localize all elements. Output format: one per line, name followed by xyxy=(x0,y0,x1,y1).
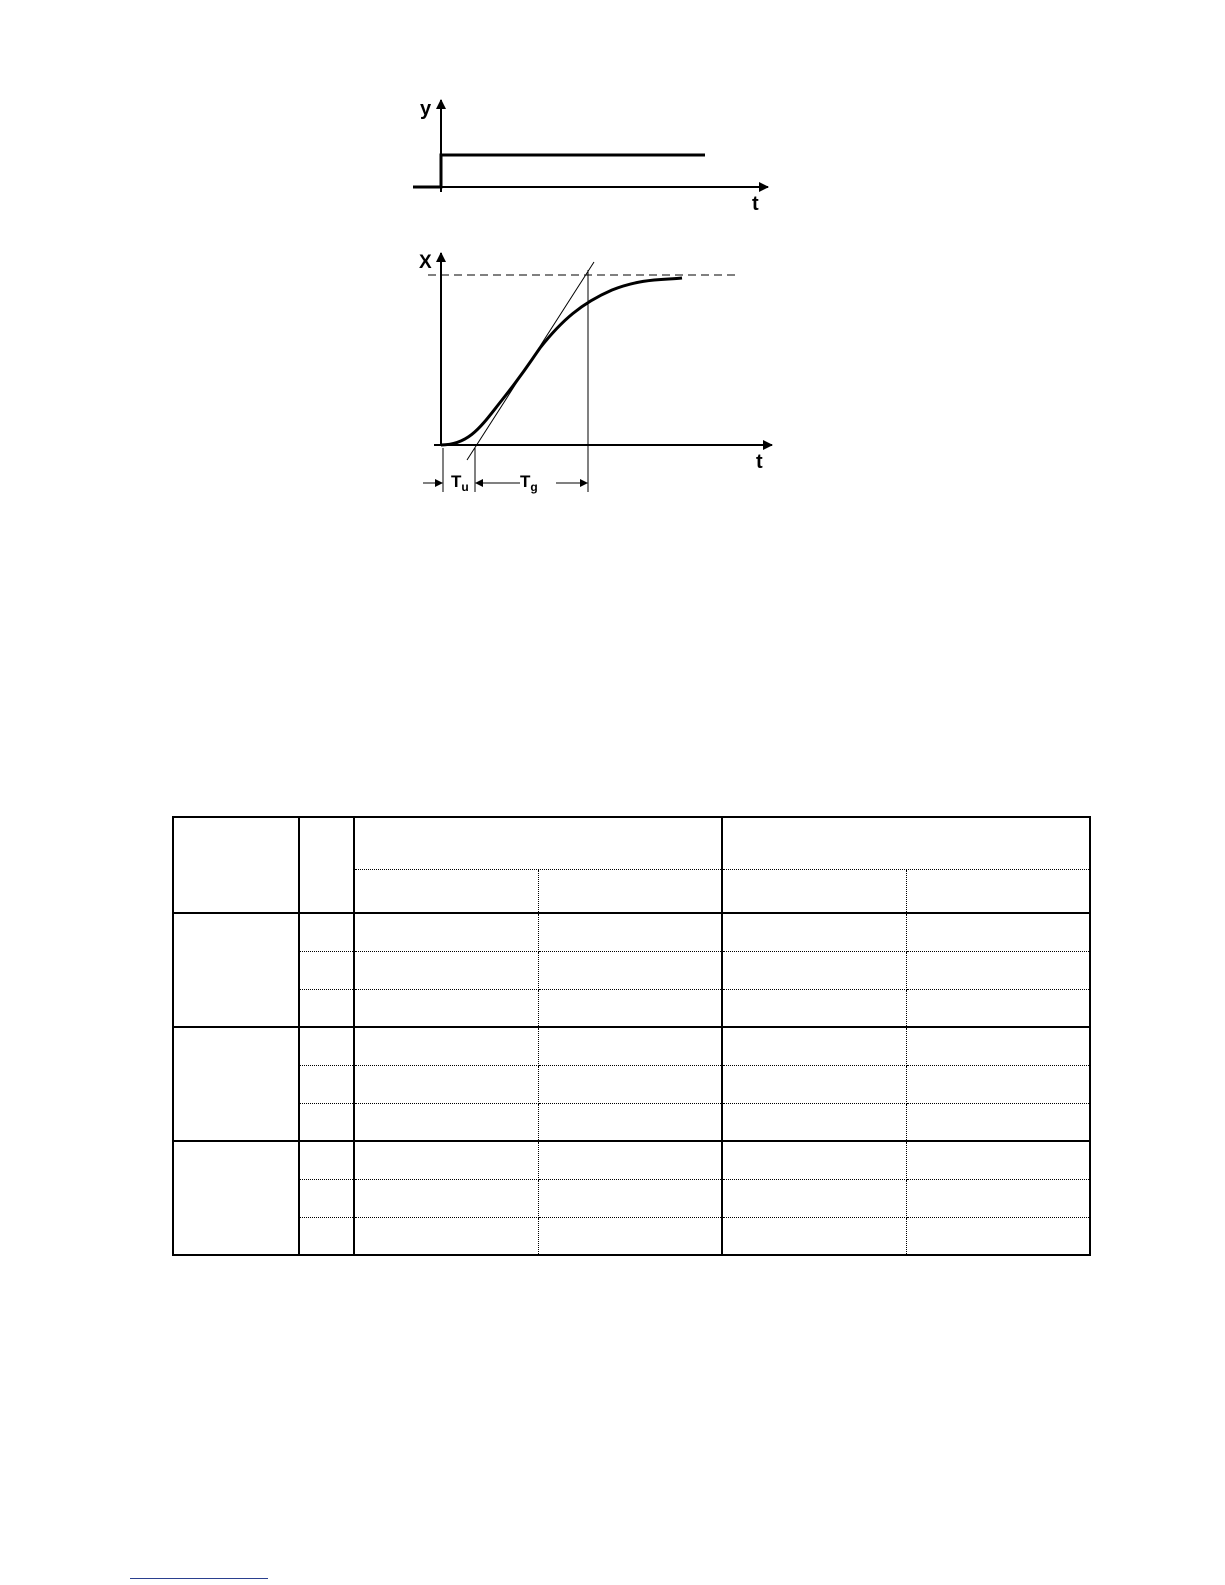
table-cell xyxy=(722,1027,906,1065)
table-cell xyxy=(538,1103,722,1141)
response-curve xyxy=(441,278,682,445)
header-sub-cell xyxy=(906,869,1090,913)
table-cell xyxy=(722,913,906,951)
header-sub-cell xyxy=(722,869,906,913)
tu-label-sub: u xyxy=(461,480,469,494)
tg-label-main: T xyxy=(520,472,531,491)
table-cell xyxy=(722,1179,906,1217)
header-sub-cell xyxy=(538,869,722,913)
row-index-cell xyxy=(299,1027,354,1065)
table-cell xyxy=(354,1065,538,1103)
header-group-a-cell xyxy=(354,817,722,869)
response-t-axis-label: t xyxy=(756,451,763,473)
table-cell xyxy=(354,1179,538,1217)
table-cell xyxy=(538,1065,722,1103)
table-cell xyxy=(722,951,906,989)
table-cell xyxy=(538,1141,722,1179)
row-index-cell xyxy=(299,1179,354,1217)
table-cell xyxy=(538,1217,722,1255)
step-y-axis-label: y xyxy=(420,98,432,120)
empty-parameter-table xyxy=(172,816,1091,1256)
table-cell xyxy=(906,1065,1090,1103)
tg-label-sub: g xyxy=(530,480,538,494)
row-group-3-label-cell xyxy=(173,1141,299,1255)
row-index-cell xyxy=(299,913,354,951)
table-cell xyxy=(906,913,1090,951)
table-cell xyxy=(722,989,906,1027)
table-cell xyxy=(354,1027,538,1065)
table-cell xyxy=(906,1103,1090,1141)
step-response-diagram xyxy=(0,0,1225,760)
step-t-axis-label: t xyxy=(752,193,759,215)
table-cell xyxy=(354,1103,538,1141)
row-group-2-label-cell xyxy=(173,1027,299,1141)
header-sub-cell xyxy=(354,869,538,913)
row-index-cell xyxy=(299,1103,354,1141)
table-cell xyxy=(354,989,538,1027)
table-cell xyxy=(722,1103,906,1141)
step-signal-line xyxy=(413,155,705,187)
table-cell xyxy=(354,1217,538,1255)
row-index-cell xyxy=(299,1065,354,1103)
header-index-cell xyxy=(299,817,354,913)
table-cell xyxy=(906,1141,1090,1179)
table-cell xyxy=(538,1179,722,1217)
header-corner-cell xyxy=(173,817,299,913)
table-cell xyxy=(538,989,722,1027)
table-cell xyxy=(906,1179,1090,1217)
row-index-cell xyxy=(299,951,354,989)
table-cell xyxy=(906,951,1090,989)
tu-label xyxy=(451,472,469,494)
table-cell xyxy=(906,1217,1090,1255)
table-cell xyxy=(906,989,1090,1027)
table-cell xyxy=(722,1217,906,1255)
table-cell xyxy=(722,1141,906,1179)
table-cell xyxy=(538,913,722,951)
table-cell xyxy=(722,1065,906,1103)
footnote-separator xyxy=(130,1578,268,1579)
table-cell xyxy=(538,1027,722,1065)
table-cell xyxy=(354,951,538,989)
row-group-1-label-cell xyxy=(173,913,299,1027)
row-index-cell xyxy=(299,1141,354,1179)
header-group-b-cell xyxy=(722,817,1090,869)
row-index-cell xyxy=(299,1217,354,1255)
tu-label-main: T xyxy=(451,472,462,491)
table-cell xyxy=(906,1027,1090,1065)
tg-label xyxy=(520,472,538,494)
table-cell xyxy=(354,913,538,951)
table-cell xyxy=(538,951,722,989)
table-cell xyxy=(354,1141,538,1179)
response-plot xyxy=(419,252,772,494)
response-x-axis-label: X xyxy=(419,252,432,273)
step-input-plot xyxy=(413,98,768,215)
row-index-cell xyxy=(299,989,354,1027)
